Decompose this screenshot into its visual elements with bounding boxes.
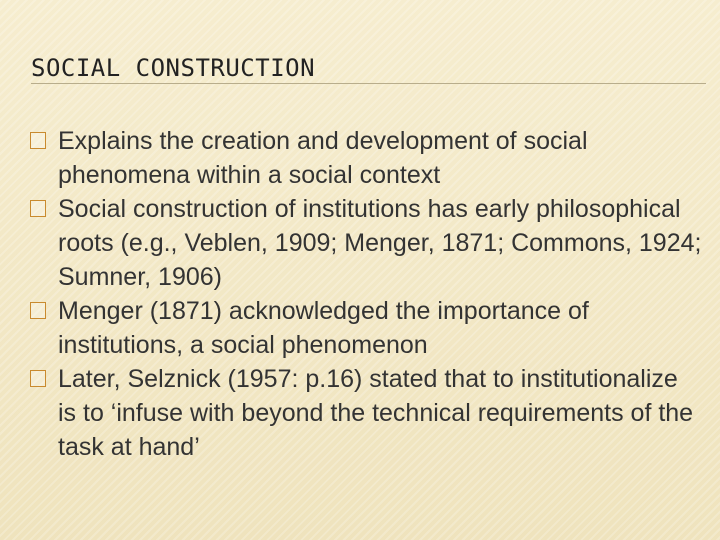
bullet-text: Explains the creation and development of social phenomena within a social context	[58, 127, 588, 189]
bullet-item	[30, 192, 702, 294]
bullet-text: Social construction of institutions has early philosophical roots (e.g., Veblen, 1909; Menger, 1871; Commons, 1924; Sumner, 1906)	[58, 195, 702, 291]
bullet-item	[30, 124, 702, 192]
bullet-marker-icon	[30, 132, 46, 149]
bullet-item	[30, 362, 702, 464]
bullet-marker-icon	[30, 200, 46, 217]
bullet-list	[30, 124, 702, 464]
bullet-marker-icon	[30, 302, 46, 319]
slide-title: SOCIAL CONSTRUCTION	[31, 54, 316, 82]
bullet-text: Menger (1871) acknowledged the importance of institutions, a social phenomenon	[58, 297, 589, 359]
title-underline	[31, 83, 706, 84]
bullet-text: Later, Selznick (1957: p.16) stated that to institutionalize is to ‘infuse with beyond the technical requirements of the task at hand’	[58, 365, 694, 461]
bullet-marker-icon	[30, 370, 46, 387]
bullet-item	[30, 294, 702, 362]
